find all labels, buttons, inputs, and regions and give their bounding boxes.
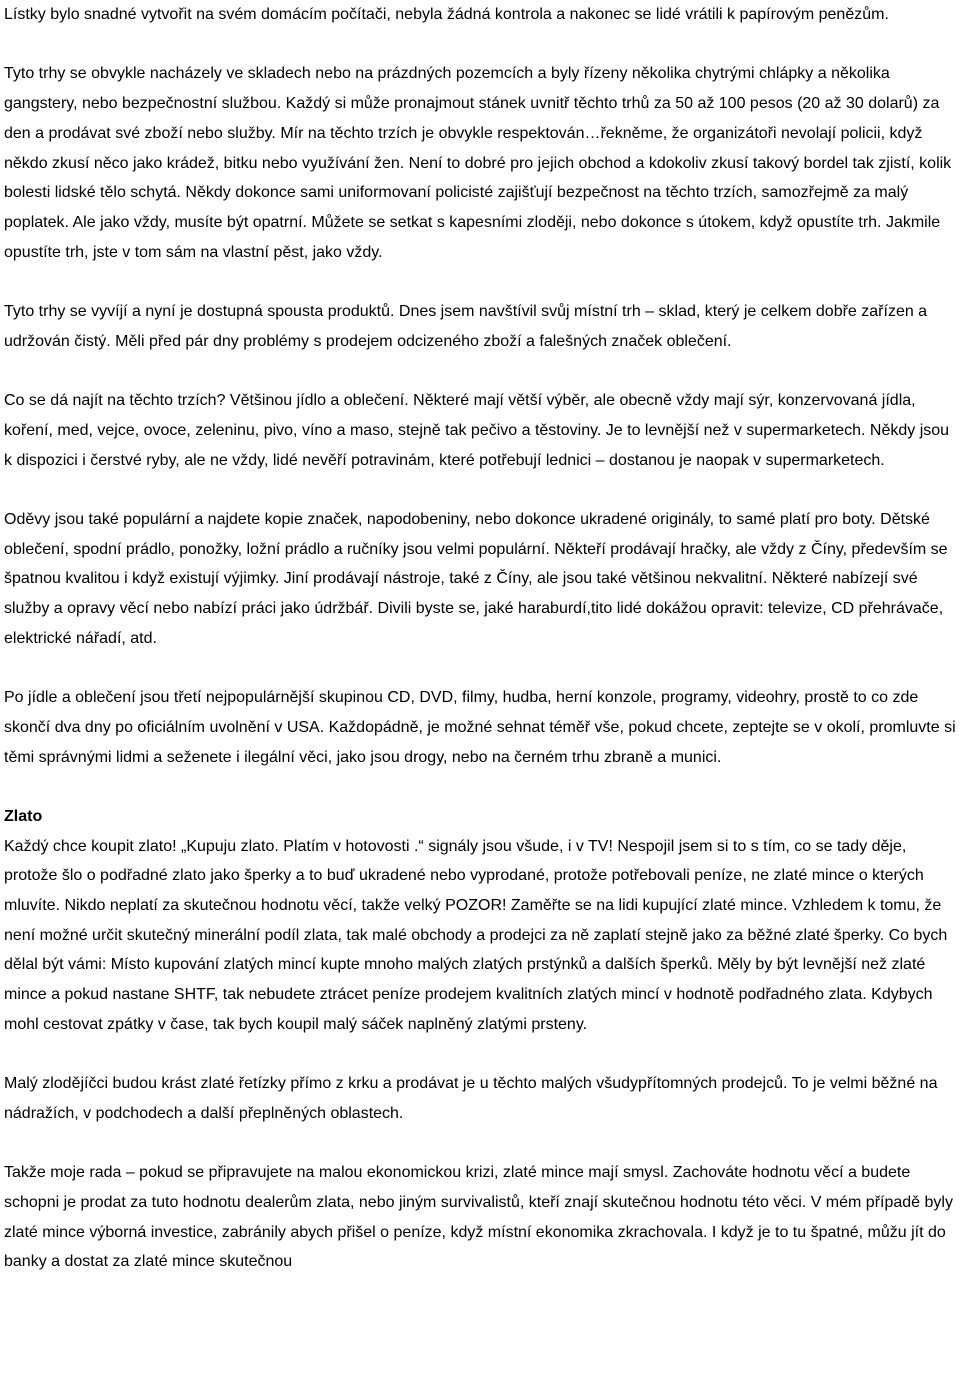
section-heading: Zlato bbox=[4, 807, 43, 825]
paragraph: Tyto trhy se obvykle nacházely ve skladech nebo na prázdných pozemcích a byly řízeny několika chytrými chlápky a několika gangstery, nebo bezpečnostní službou. Každý si může pronajmout stánek uvnitř těchto trhů za 50 až 100 pesos (20 až 30 dolarů) za den a prodávat své zboží nebo služby. Mír na těchto trzích je obvykle respektován…řekněme, že organizátoři nevolají policii, když někdo zkusí něco jako krádež, bitku nebo využívání žen. Není to dobré pro jejich obchod a kdokoliv zkusí takový bordel tak zjistí, kolik bolesti lidské tělo schytá. Někdy dokonce sami uniformovaní policisté zajišťují bezpečnost na těchto trzích, samozřejmě za malý poplatek. Ale jako vždy, musíte být opatrní. Můžete se setkat s kapesními zloději, nebo dokonce s útokem, když opustíte trh. Jakmile opustíte trh, jste v tom sám na vlastní pěst, jako vždy. bbox=[4, 65, 952, 261]
paragraph: Co se dá najít na těchto trzích? Většinou jídlo a oblečení. Některé mají větší výběr, ale obecně vždy mají sýr, konzervovaná jídla, koření, med, vejce, ovoce, zeleninu, pivo, víno a maso, stejně tak pečivo a těstoviny. Je to levnější než v supermarketech. Někdy jsou k dispozici i čerstvé ryby, ale ne vždy, lidé nevěří potravinám, které potřebují lednici – dostanou je naopak v supermarketech. bbox=[4, 392, 950, 469]
paragraph: Takže moje rada – pokud se připravujete na malou ekonomickou krizi, zlaté mince mají smysl. Zachováte hodnotu věcí a budete schopni je prodat za tuto hodnotu dealerům zlata, nebo jiným survivalistů, kteří znají skutečnou hodnotu této věci. V mém případě byly zlaté mince výborná investice, zabránily abych přišel o peníze, když místní ekonomika zkrachovala. I když je to tu špatné, můžu jít do banky a dostat za zlaté mince skutečnou bbox=[4, 1164, 953, 1271]
paragraph: Malý zlodějíčci budou krást zlaté řetízky přímo z krku a prodávat je u těchto malých všudypřítomných prodejců. To je velmi běžné na nádražích, v podchodech a další přeplněných oblastech. bbox=[4, 1075, 938, 1122]
paragraph: Každý chce koupit zlato! „Kupuju zlato. Platím v hotovosti .“ signály jsou všude, i v TV! Nespojil jsem si to s tím, co se tady děje, protože šlo o podřadné zlato jako šperky a to buď ukradené nebo vyprodané, protože potřebovali peníze, ne zlaté mince o kterých mluvíte. Nikdo neplatí za skutečnou hodnotu věcí, takže velký POZOR! Zaměřte se na lidi kupující zlaté mince. Vzhledem k tomu, že není možné určit skutečný minerální podíl zlata, tak malé obchody a prodejci za ně zaplatí stejně jako za běžné zlaté šperky. Co bych dělal být vámi: Místo kupování zlatých mincí kupte mnoho malých zlatých prstýnků a dalších šperků. Měly by být levnější než zlaté mince a pokud nastane SHTF, tak nebudete ztrácet peníze prodejem kvalitních zlatých mincí v hodnotě podřadného zlata. Kdybych mohl cestovat zpátky v čase, tak bych koupil malý sáček naplněný zlatými prsteny. bbox=[4, 837, 948, 1033]
paragraph: Oděvy jsou také populární a najdete kopie značek, napodobeniny, nebo dokonce ukradené originály, to samé platí pro boty. Dětské oblečení, spodní prádlo, ponožky, ložní prádlo a ručníky jsou velmi populární. Někteří prodávají hračky, ale vždy z Číny, především se špatnou kvalitou i když existují výjimky. Jiní prodávají nástroje, také z Číny, ale jsou také většinou nekvalitní. Některé nabízejí své služby a opravy věcí nebo nabízí práci jako údržbář. Divili byste se, jaké haraburdí,tito lidé dokážou opravit: televize, CD přehrávače, elektrické nářadí, atd. bbox=[4, 510, 948, 647]
paragraph: Lístky bylo snadné vytvořit na svém domácím počítači, nebyla žádná kontrola a nakonec se lidé vrátili k papírovým penězům. bbox=[4, 6, 889, 23]
document-page bbox=[4, 0, 958, 1307]
paragraph: Po jídle a oblečení jsou třetí nejpopulárnější skupinou CD, DVD, filmy, hudba, herní konzole, programy, videohry, prostě to co zde skončí dva dny po oficiálním uvolnění v USA. Každopádně, je možné sehnat téměř vše, pokud chcete, zeptejte se v okolí, promluvte si těmi správnými lidmi a seženete i ilegální věci, jako jsou drogy, nebo na černém trhu zbraně a munici. bbox=[4, 689, 956, 766]
paragraph: Tyto trhy se vyvíjí a nyní je dostupná spousta produktů. Dnes jsem navštívil svůj místní trh – sklad, který je celkem dobře zařízen a udržován čistý. Měli před pár dny problémy s prodejem odcizeného zboží a falešných značek oblečení. bbox=[4, 303, 928, 350]
section-zlato bbox=[4, 802, 958, 1277]
